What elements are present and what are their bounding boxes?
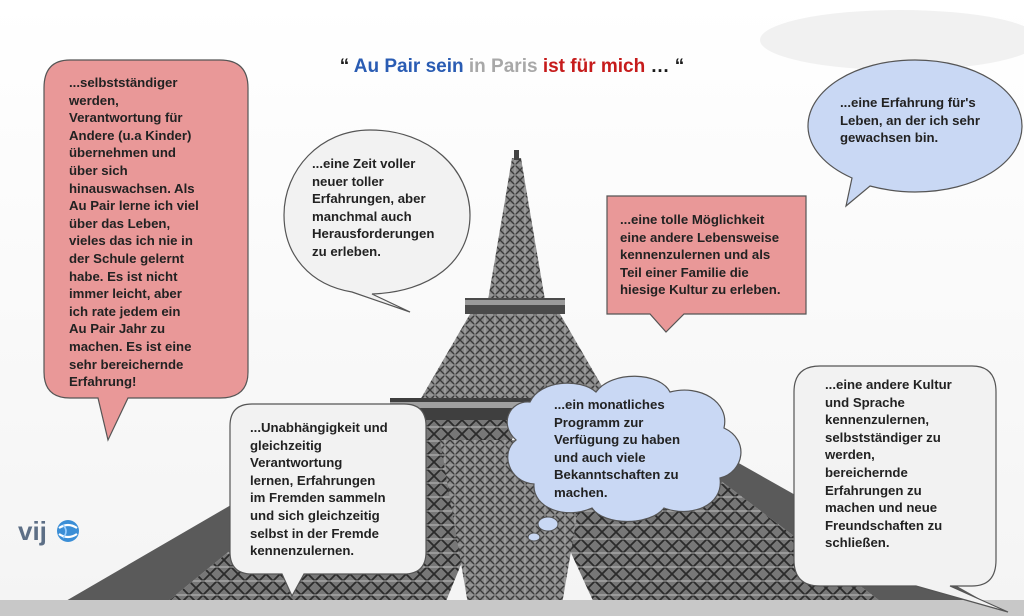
logo-text: vij: [18, 516, 47, 546]
title-part-ist-fuer-mich: ist für mich: [542, 56, 646, 77]
bubble-4-text: ...eine Erfahrung für's Leben, an der ich sehr gewachsen bin.: [840, 95, 980, 146]
bubble-6-text: ...ein monatliches Programm zur Verfügung zu haben und auch viele Bekanntschaften zu machen.: [554, 397, 681, 500]
bubble-7-text: ...eine andere Kultur und Sprache kennenzulernen, selbstständiger zu werden, bereichernde Erfahrungen zu machen und neue Freundschaften zu schließen.: [825, 377, 952, 551]
bubble-1-text: ...selbstständiger werden, Verantwortung für Andere (u.a Kinder) übernehmen und über sich hinauswachsen. Als Au Pair lerne ich viel über das Leben, vieles das ich nie in der Schule gelernt habe. Es ist nicht immer leicht, aber ich rate jedem ein Au Pair Jahr zu machen. Es ist eine sehr bereichernde Erfahrung!: [69, 75, 199, 390]
title-part-in-paris: in Paris: [468, 56, 543, 77]
title-open-quote: “: [339, 56, 354, 77]
globe-icon: [55, 518, 81, 544]
bubble-5-text: ...Unabhängigkeit und gleichzeitig Verantwortung lernen, Erfahrungen im Fremden sammeln und sich gleichzeitig selbst in der Fremde kennenzulernen.: [250, 420, 388, 559]
title-part-au-pair: Au Pair sein: [353, 56, 469, 77]
bubble-3-text: ...eine tolle Möglichkeit eine andere Lebensweise kennenzulernen und als Teil einer Familie die hiesige Kultur zu erleben.: [620, 212, 781, 298]
vij-logo: [18, 516, 81, 547]
bubble-2-text: ...eine Zeit voller neuer toller Erfahrungen, aber manchmal auch Herausforderungen zu erleben.: [312, 156, 435, 259]
title-close-quote: … “: [645, 56, 685, 77]
